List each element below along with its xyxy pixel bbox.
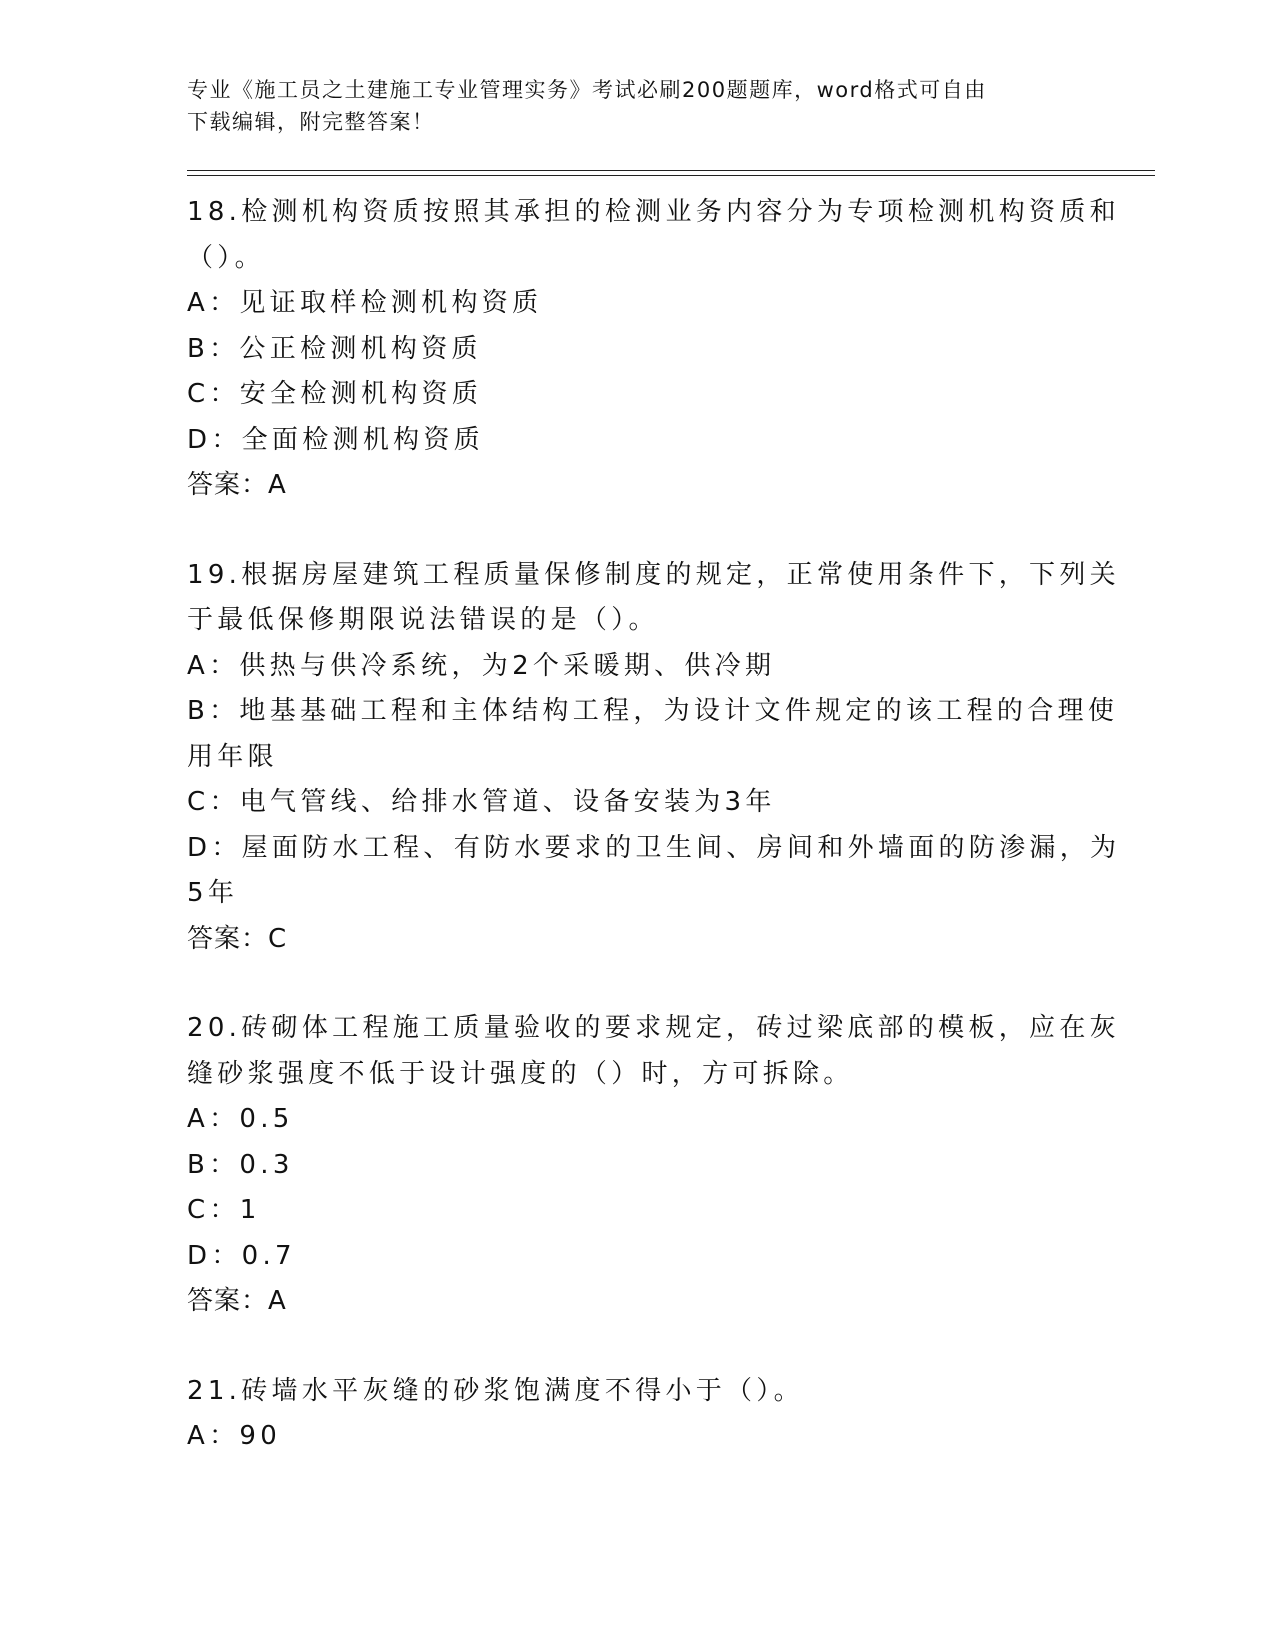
option-b: B：0.3 bbox=[187, 1149, 294, 1180]
option-c: C：安全检测机构资质 bbox=[187, 379, 483, 409]
answer: 答案：C bbox=[187, 923, 288, 954]
question-text: 于最低保修期限说法错误的是（）。 bbox=[187, 605, 659, 635]
header-line: 下载编辑，附完整答案！ bbox=[187, 110, 435, 134]
option-d: D：屋面防水工程、有防水要求的卫生间、房间和外墙面的防渗漏，为 bbox=[187, 832, 1121, 863]
option-a: A：见证取样检测机构资质 bbox=[187, 288, 543, 318]
question-text: （）。 bbox=[187, 242, 265, 273]
option-d: D：全面检测机构资质 bbox=[187, 424, 485, 455]
header-line: 专业《施工员之土建施工专业管理实务》考试必刷200题题库，word格式可自由 bbox=[187, 78, 987, 102]
option-c: C：1 bbox=[187, 1195, 261, 1225]
question-20 bbox=[187, 1006, 1120, 1325]
question-text: 缝砂浆强度不低于设计强度的（）时，方可拆除。 bbox=[187, 1058, 854, 1089]
option-b: B：公正检测机构资质 bbox=[187, 333, 482, 364]
question-19 bbox=[187, 553, 1121, 963]
option-b-continued: 用年限 bbox=[187, 741, 278, 772]
question-text: 18.检测机构资质按照其承担的检测业务内容分为专项检测机构资质和 bbox=[187, 197, 1120, 227]
option-d: D：0.7 bbox=[187, 1240, 296, 1271]
option-a: A：供热与供冷系统，为2个采暖期、供冷期 bbox=[187, 650, 776, 681]
question-list bbox=[187, 190, 1121, 1460]
answer: 答案：A bbox=[187, 470, 287, 500]
question-text: 19.根据房屋建筑工程质量保修制度的规定，正常使用条件下，下列关 bbox=[187, 559, 1120, 590]
header-divider bbox=[187, 175, 1155, 176]
question-text: 21.砖墙水平灰缝的砂浆饱满度不得小于（）。 bbox=[187, 1375, 804, 1406]
option-b: B：地基基础工程和主体结构工程，为设计文件规定的该工程的合理使 bbox=[187, 696, 1119, 726]
answer: 答案：A bbox=[187, 1286, 287, 1316]
option-a: A：0.5 bbox=[187, 1104, 294, 1134]
option-c: C：电气管线、给排水管道、设备安装为3年 bbox=[187, 787, 776, 817]
header-divider bbox=[187, 170, 1155, 171]
option-d-continued: 5年 bbox=[187, 878, 239, 908]
question-21 bbox=[187, 1369, 1087, 1460]
document-header bbox=[187, 74, 1067, 138]
option-a: A：90 bbox=[187, 1421, 282, 1451]
question-text: 20.砖砌体工程施工质量验收的要求规定，砖过梁底部的模板，应在灰 bbox=[187, 1013, 1120, 1043]
question-18 bbox=[187, 190, 1120, 509]
